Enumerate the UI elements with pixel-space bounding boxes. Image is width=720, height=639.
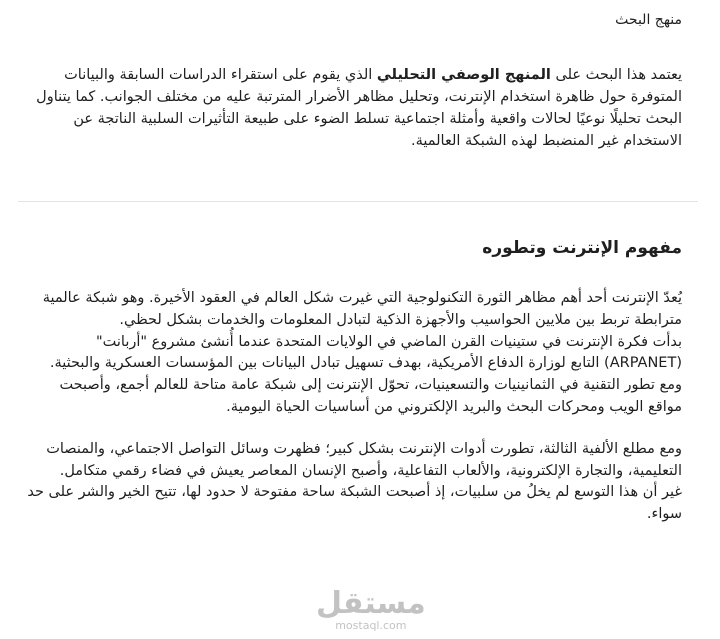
section-body — [22, 288, 682, 526]
paragraph-modern-era: ومع مطلع الألفية الثالثة، تطورت أدوات الإنترنت بشكل كبير؛ فظهرت وسائل التواصل الاجتماعي، والمنصات التعليمية، والتجارة الإلكترونية، والألعاب التفاعلية، وأصبح الإنسان المعاصر يعيش في فضاء رقمي متكامل. — [46, 440, 682, 479]
section-divider — [18, 201, 698, 202]
paragraph-definition: يُعدّ الإنترنت أحد أهم مظاهر الثورة التكنولوجية التي غيرت شكل العالم في العقود الأخيرة. وهو شبكة عالمية مترابطة تربط بين ملايين الحواسيب والأجهزة الذكية لتبادل المعلومات والخدمات بشكل لحظي. — [42, 290, 682, 328]
intro-text-end: الذي يقوم على استقراء الدراسات السابقة والبيانات المتوفرة حول ظاهرة استخدام الإنترنت، وتحليل مظاهر الأضرار المترتبة عليه من مختلف الجوانب. كما يتناول البحث تحليلًا نوعيًا لحالات واقعية وأمثلة اجتماعية تسلط الضوء على طبيعة التأثيرات السلبية الناتجة عن الاستخدام غير المنضبط لهذه الشبكة العالمية. — [36, 67, 682, 149]
mostaql-watermark — [316, 586, 426, 632]
paragraph-origins: بدأت فكرة الإنترنت في ستينيات القرن الماضي في الولايات المتحدة عندما أُنشئ مشروع "أربانت" (ARPANET) التابع لوزارة الدفاع الأمريكية، بهدف تسهيل تبادل البيانات بين المؤسسات العسكرية والبحثية. — [49, 333, 682, 372]
paragraph-development: ومع تطور التقنية في الثمانينيات والتسعينيات، تحوّل الإنترنت إلى شبكة عامة متاحة للعالم أجمع، وأصبحت مواقع الويب ومحركات البحث والبريد الإلكتروني من أساسيات الحياة اليومية. — [59, 377, 682, 415]
research-method-paragraph — [22, 64, 682, 152]
paragraph-gap — [22, 419, 682, 439]
watermark-logo: مستقل — [316, 586, 426, 621]
watermark-site: mostaql.com — [335, 619, 407, 632]
paragraph-drawbacks: غير أن هذا التوسع لم يخلُ من سلبيات، إذ أصبحت الشبكة ساحة مفتوحة لا حدود لها، تتيح الخير والشر على حد سواء. — [27, 484, 682, 523]
section-title-research-method: منهج البحث — [615, 12, 682, 28]
intro-text-start: يعتمد هذا البحث على — [550, 67, 682, 83]
section-heading: مفهوم الإنترنت وتطوره — [482, 238, 682, 258]
intro-bold-method: المنهج الوصفي التحليلي — [376, 67, 551, 83]
